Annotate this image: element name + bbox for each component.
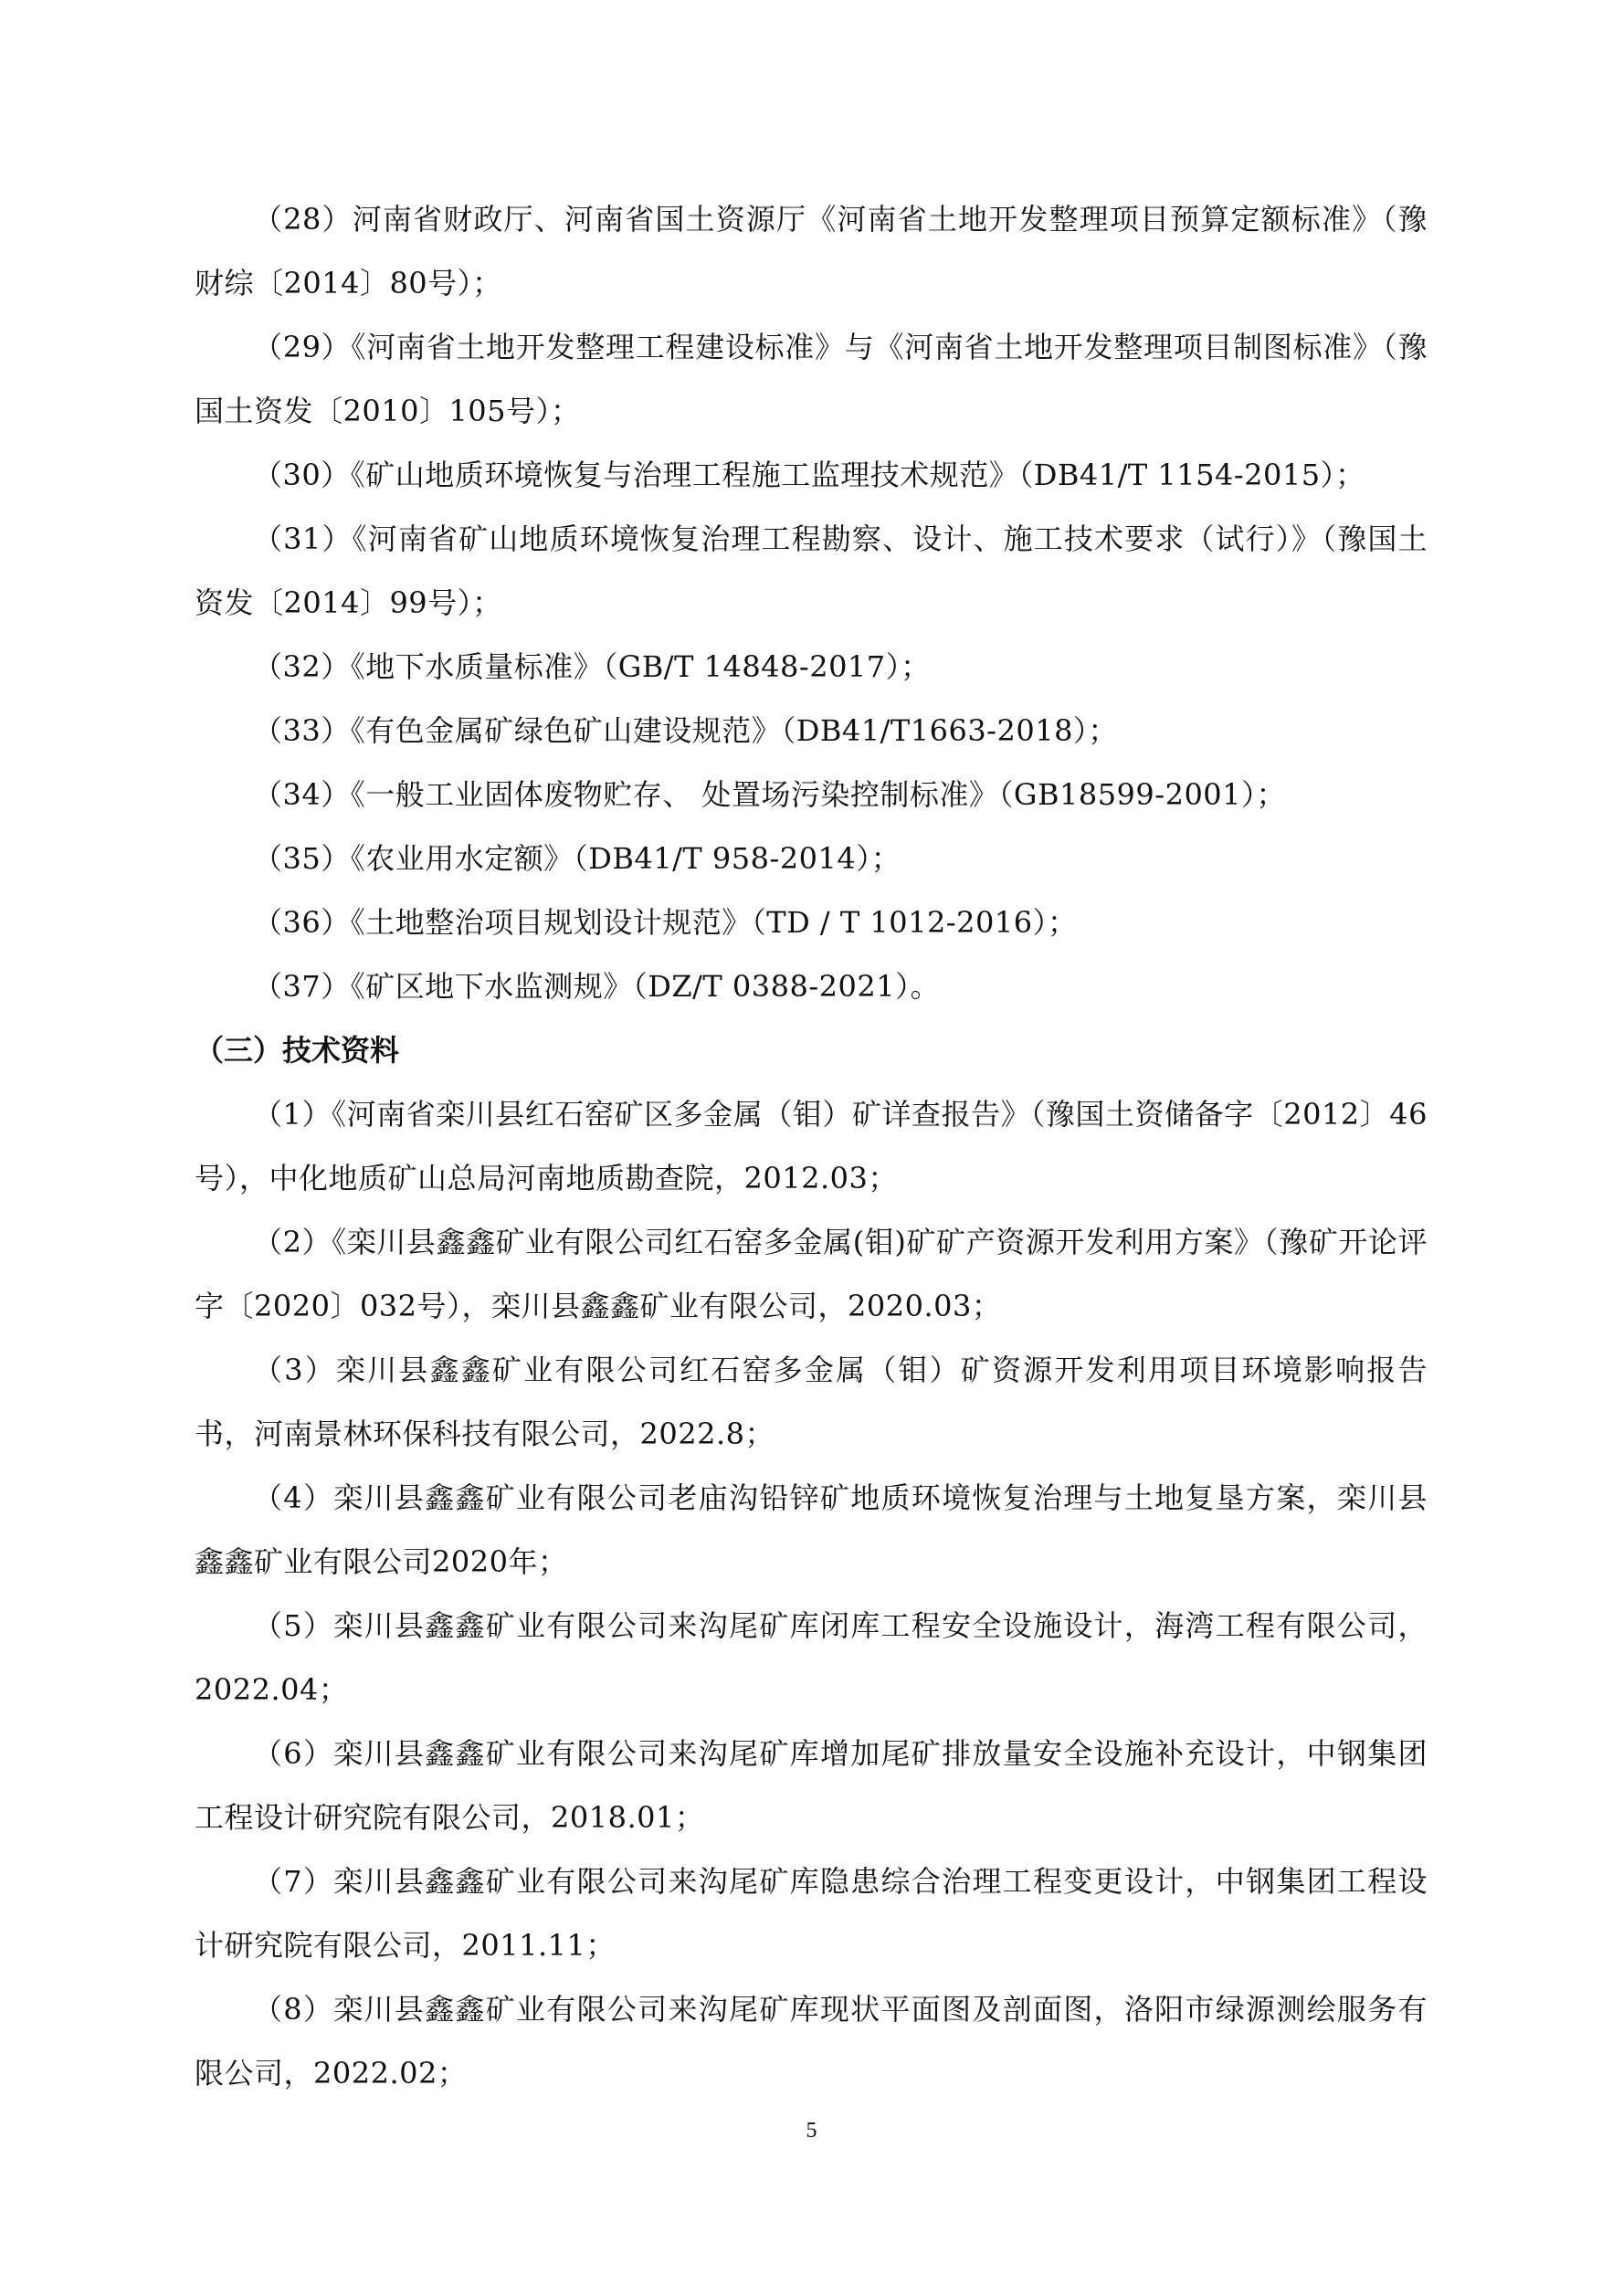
list-item-29: （29）《河南省土地开发整理工程建设标准》与《河南省土地开发整理项目制图标准》（豫国土资发〔2010〕105号）； <box>195 330 1428 428</box>
tech-item-3: （3）栾川县鑫鑫矿业有限公司红石窑多金属（钼）矿资源开发利用项目环境影响报告书，河南景林环保科技有限公司，2022.8； <box>195 1353 1428 1451</box>
list-item-37: （37）《矿区地下水监测规》（DZ/T 0388-2021）。 <box>253 969 941 1004</box>
list-item-30: （30）《矿山地质环境恢复与治理工程施工监理技术规范》（DB41/T 1154-2015）； <box>253 458 1365 492</box>
list-item-31: （31）《河南省矿山地质环境恢复治理工程勘察、设计、施工技术要求（试行）》（豫国土资发〔2014〕99号）； <box>195 521 1428 620</box>
tech-item-5: （5）栾川县鑫鑫矿业有限公司来沟尾矿库闭库工程安全设施设计，海湾工程有限公司，2022.04； <box>195 1608 1428 1707</box>
page-content <box>195 187 1428 2105</box>
tech-item-6: （6）栾川县鑫鑫矿业有限公司来沟尾矿库增加尾矿排放量安全设施补充设计，中钢集团工程设计研究院有限公司，2018.01； <box>195 1736 1428 1835</box>
tech-item-1: （1）《河南省栾川县红石窑矿区多金属（钼）矿详查报告》（豫国土资储备字〔2012〕46号），中化地质矿山总局河南地质勘查院，2012.03； <box>195 1097 1428 1195</box>
list-item-28: （28）河南省财政厅、河南省国土资源厅《河南省土地开发整理项目预算定额标准》（豫财综〔2014〕80号）； <box>195 202 1428 300</box>
section-heading: （三）技术资料 <box>195 1033 400 1068</box>
tech-item-4: （4）栾川县鑫鑫矿业有限公司老庙沟铅锌矿地质环境恢复治理与土地复垦方案，栾川县鑫鑫矿业有限公司2020年； <box>195 1480 1428 1579</box>
list-item-36: （36）《土地整治项目规划设计规范》（TD / T 1012-2016）； <box>253 905 1078 940</box>
list-item-34: （34）《一般工业固体废物贮存、 处置场污染控制标准》（GB18599-2001）； <box>253 777 1287 812</box>
list-item-32: （32）《地下水质量标准》（GB/T 14848-2017）； <box>253 649 931 684</box>
tech-item-7: （7）栾川县鑫鑫矿业有限公司来沟尾矿库隐患综合治理工程变更设计，中钢集团工程设计研究院有限公司，2011.11； <box>195 1864 1428 1963</box>
list-item-35: （35）《农业用水定额》（DB41/T 958-2014）； <box>253 841 901 876</box>
tech-item-2: （2）《栾川县鑫鑫矿业有限公司红石窑多金属(钼)矿矿产资源开发利用方案》（豫矿开论评字〔2020〕032号），栾川县鑫鑫矿业有限公司，2020.03； <box>195 1225 1428 1323</box>
tech-item-8: （8）栾川县鑫鑫矿业有限公司来沟尾矿库现状平面图及剖面图，洛阳市绿源测绘服务有限公司，2022.02； <box>195 1992 1428 2091</box>
page-number: 5 <box>806 2119 817 2143</box>
list-item-33: （33）《有色金属矿绿色矿山建设规范》（DB41/T1663-2018）； <box>253 713 1118 748</box>
